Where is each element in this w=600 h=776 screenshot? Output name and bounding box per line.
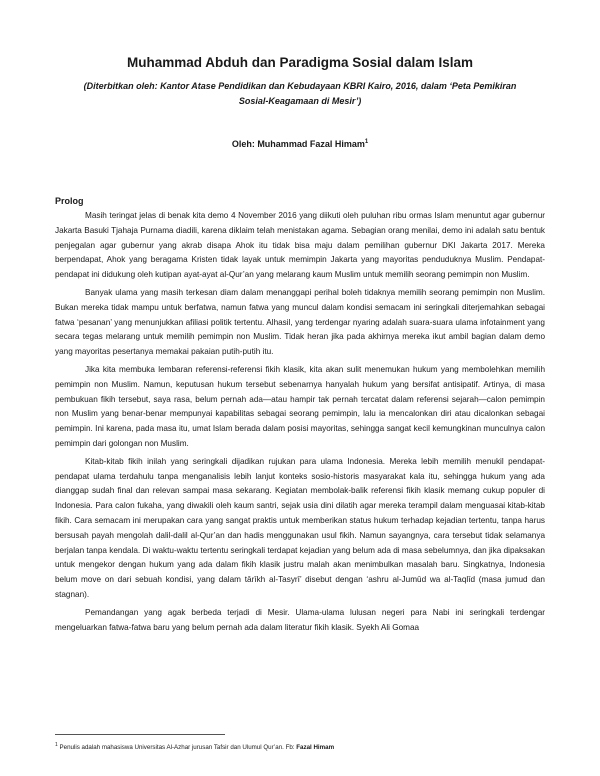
body-text — [55, 209, 545, 638]
paragraph: Banyak ulama yang masih terkesan diam dalam menanggapi perihal boleh tidaknya memilih seorang pemimpin non Muslim. Bukan mereka tidak mampu untuk berfatwa, namun fatwa yang muncul dalam kondisi semacam ini seringkali diterjemahkan sebagai fatwa ‘pesanan’ yang menunjukkan afiliasi politik tertentu. Alhasil, yang terdengar nyaring adalah suara-suara ulama infotainment yang secara tegas melarang untuk memilih pemimpin non Muslim. Tidak heran jika pada akhirnya mereka ikut ambil bagian dalam demo yang mayoritas pesertanya memakai pakaian putih-putih itu. — [55, 287, 545, 357]
paragraph: Kitab-kitab fikih inilah yang seringkali dijadikan rujukan para ulama Indonesia. Mereka lebih memilih menukil pendapat-pendapat ulama terdahulu tanpa menganalisis lebih lanjut konteks sosio-historis masyarakat kala itu, sehingga hukum yang ada dianggap sudah final dan relevan sampai masa sekarang. Kegiatan membolak-balik referensi fikih klasik memang cukup populer di Indonesia. Para calon fukaha, yang diwakili oleh kaum santri, sejak usia dini dilatih agar mereka terampil dalam menguasai kitab-kitab fikih. Cara semacam ini merupakan cara yang sangat praktis untuk memberikan status hukum terhadap kejadian tertentu, tanpa harus bersusah payah mengolah dalil-dalil al-Qur’an dan hadis menggunakan usul fikih. Namun sayangnya, cara tersebut tidak selamanya berjalan tanpa kendala. Di waktu-waktu tertentu seringkali terdapat kejadian yang belum ada di masa sebelumnya, dan jika dipaksakan untuk mengekor dengan hukum yang ada dalam fikih klasik justru malah akan menimbulkan masalah baru. Singkatnya, Indonesia belum move on dari sebuah kondisi, yang dalam tārīkh al-Tasyrī’ disebut dengan ‘ashru al-Jumūd wa al-Taqlīd (masa jumud dan stagnan). — [55, 456, 545, 599]
footnote-mark: 1 — [55, 742, 58, 748]
section-heading-prolog: Prolog — [55, 196, 84, 206]
author-footnote-mark[interactable]: 1 — [364, 139, 369, 145]
document-subtitle: (Diterbitkan oleh: Kantor Atase Pendidikan dan Kebudayaan KBRI Kairo, 2016, dalam ‘Peta Pemikiran Sosial-Keagamaan di Mesir’) — [83, 81, 517, 106]
paragraph: Masih teringat jelas di benak kita demo 4 November 2016 yang diikuti oleh puluhan ribu ormas Islam menuntut agar gubernur Jakarta Basuki Tjahaja Purnama diadili, karena diklaim telah menistakan agama. Sebagian orang menilai, demo ini adalah satu bentuk penjegalan agar gubernur yang akrab disapa Ahok itu tidak bisa maju dalam pemilihan gubernur DKI Jakarta 2017. Mereka berpendapat, Ahok yang beragama Kristen tidak layak untuk memimpin Jakarta yang mayoritas penduduknya Muslim. Pendapat-pendapat ini didukung oleh kutipan ayat-ayat al-Qur’an yang melarang kaum Muslim untuk memilih seorang pemimpin non Muslim. — [55, 211, 545, 280]
author-line — [60, 139, 540, 149]
footnote — [55, 741, 545, 752]
paragraph: Pemandangan yang agak berbeda terjadi di Mesir. Ulama-ulama lulusan negeri para Nabi ini seringkali terdengar mengeluarkan fatwa-fatwa baru yang belum pernah ada dalam literatur fikih klasik. Syekh Ali Gomaa — [55, 607, 545, 632]
footnote-fb-name: Fazal Himam — [296, 744, 335, 752]
paragraph: Jika kita membuka lembaran referensi-referensi fikih klasik, kita akan sulit menemukan hukum yang membolehkan memilih pemimpin non Muslim. Namun, keputusan hukum tersebut sebenarnya hanyalah hukum yang bersifat antisipatif. Artinya, di masa pembukuan fikih tersebut, saya rasa, belum pernah ada—atau hampir tak pernah tercatat dalam referensi sejarah—calon pemimpin non Muslim yang benar-benar mempunyai kapabilitas sebagai seorang pemimpin, lalu ia mencalonkan diri atau dicalonkan sebagai pemimpin. Ini karena, pada masa itu, umat Islam berada dalam posisi mayoritas, sehingga sangat kecil kemungkinan munculnya calon pemimpin dari golongan non Muslim. — [55, 364, 545, 448]
document-title: Muhammad Abduh dan Paradigma Sosial dalam Islam — [126, 55, 474, 70]
footnote-divider — [55, 734, 225, 735]
footnote-text: Penulis adalah mahasiswa Universitas Al-Azhar jurusan Tafsir dan Ulumul Qur’an. Fb: — [59, 744, 295, 752]
author-name: Oleh: Muhammad Fazal Himam — [231, 139, 365, 149]
